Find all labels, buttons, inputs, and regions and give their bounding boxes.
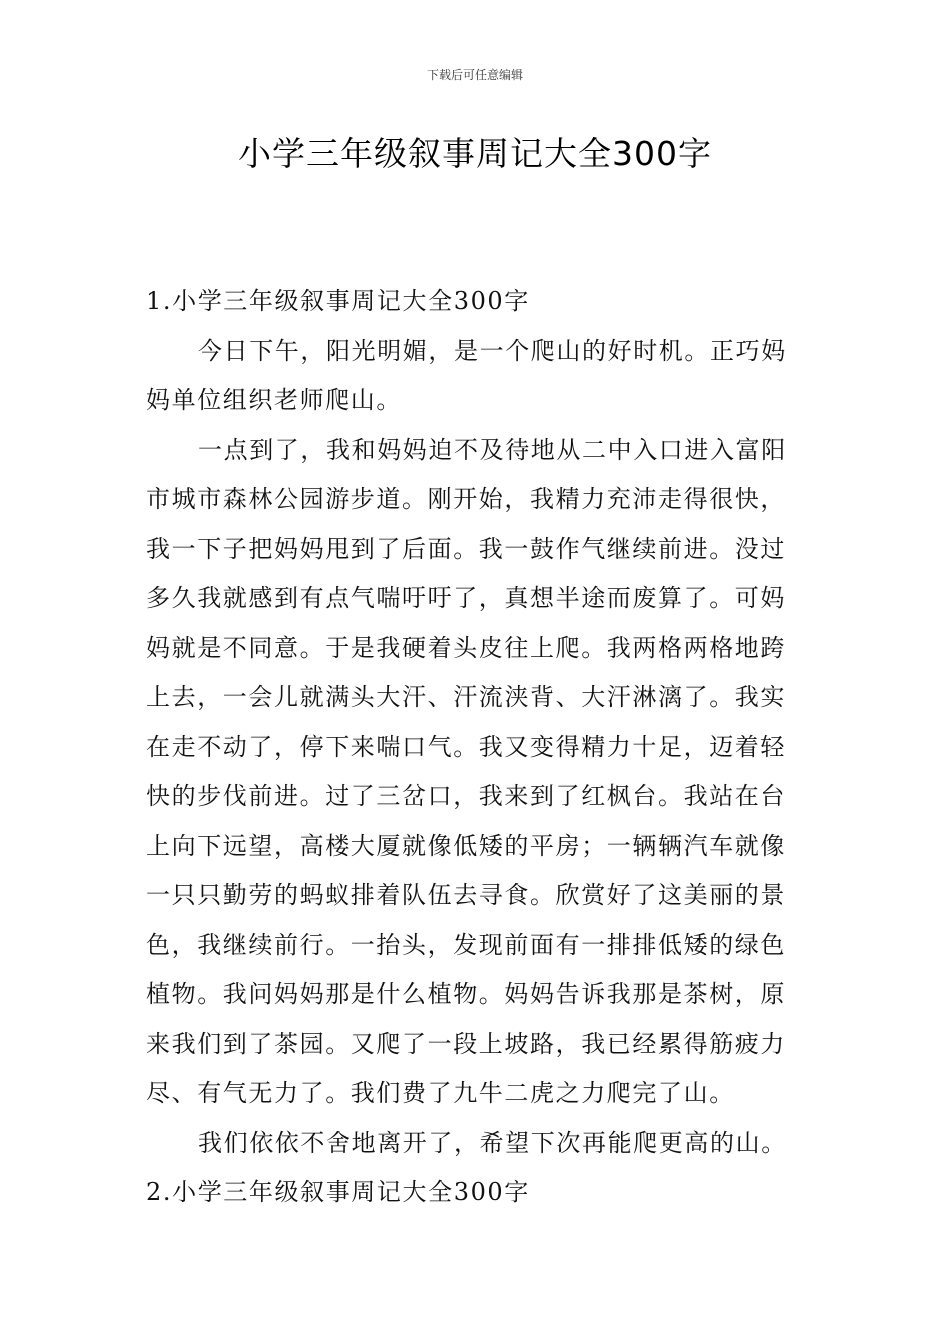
paragraph-3: 我们依依不舍地离开了，希望下次再能爬更高的山。 xyxy=(198,1128,787,1157)
document-body xyxy=(146,277,808,1218)
paragraph-2: 一点到了，我和妈妈迫不及待地从二中入口进入富阳市城市森林公园游步道。刚开始，我精力充沛走得很快，我一下子把妈妈甩到了后面。我一鼓作气继续前进。没过多久我就感到有点气喘吁吁了，真想半途而废算了。可妈妈就是不同意。于是我硬着头皮往上爬。我两格两格地跨上去，一会儿就满头大汗、汗流浃背、大汗淋漓了。我实在走不动了，停下来喘口气。我又变得精力十足，迈着轻快的步伐前进。过了三岔口，我来到了红枫台。我站在台上向下远望，高楼大厦就像低矮的平房；一辆辆汽车就像一只只勤劳的蚂蚁排着队伍去寻食。欣赏好了这美丽的景色，我继续前行。一抬头，发现前面有一排排低矮的绿色植物。我问妈妈那是什么植物。妈妈告诉我那是茶树，原来我们到了茶园。又爬了一段上坡路，我已经累得筋疲力尽、有气无力了。我们费了九牛二虎之力爬完了山。 xyxy=(146,435,787,1107)
section-heading-1: 1.小学三年级叙事周记大全300字 xyxy=(146,287,530,315)
header-note: 下载后可任意编辑 xyxy=(426,68,523,82)
document-title: 小学三年级叙事周记大全300字 xyxy=(238,134,712,173)
section-heading-2: 2.小学三年级叙事周记大全300字 xyxy=(146,1178,530,1206)
paragraph-1: 今日下午，阳光明媚，是一个爬山的好时机。正巧妈妈单位组织老师爬山。 xyxy=(146,336,787,414)
